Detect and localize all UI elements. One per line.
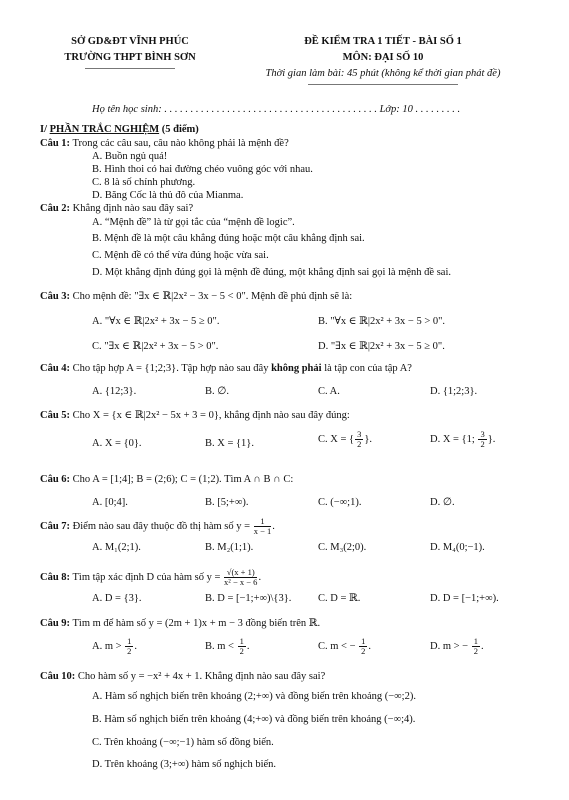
option-9a[interactable]: A. m > $\frac{1}{2}$ .: [92, 636, 138, 656]
question-1: [40, 137, 289, 150]
option-10b[interactable]: B. Hàm số nghịch biến trên khoảng (4;+∞) và đồng biến trên khoảng (−∞;4).: [92, 714, 416, 725]
question-4: [40, 362, 412, 375]
option-10a[interactable]: A. Hàm số nghịch biến trên khoảng (2;+∞) và đồng biến trên khoảng (−∞;2).: [92, 691, 416, 702]
question-text: Cho tập hợp A = {1;2;3}. Tập hợp nào sau đây: [70, 363, 272, 374]
exam-subject: MÔN: ĐẠI SỐ 10: [342, 52, 424, 63]
math-text: X = {1;: [442, 433, 478, 445]
option-letter: D.: [430, 433, 441, 445]
question-label: Câu 10:: [40, 671, 76, 682]
option-7b[interactable]: B. M₂(1;1).: [205, 542, 254, 553]
math-text: y =: [206, 571, 224, 583]
fraction: $\frac{1}{2}$: [239, 636, 244, 656]
math-text: .: [272, 520, 275, 532]
option-6b[interactable]: B. [5;+∞).: [205, 497, 249, 508]
question-label: Câu 5:: [40, 410, 71, 421]
option-6c[interactable]: C. (−∞;1).: [318, 497, 362, 508]
question-label: Câu 4:: [40, 363, 71, 374]
question-emphasis: không phải: [271, 363, 322, 374]
question-label: Câu 2:: [40, 203, 71, 214]
option-4d[interactable]: D. {1;2;3}.: [430, 386, 478, 397]
fraction: $\frac{1}{2}$: [127, 636, 132, 656]
option-2a[interactable]: A. “Mệnh đề” là từ gọi tắc của “mệnh đề logic”.: [92, 217, 295, 228]
option-5a[interactable]: A. X = {0}.: [92, 438, 142, 449]
fraction: $\frac{√(x + 1)}{\text{x² − x − 6}}$: [224, 567, 258, 587]
question-text: Điểm nào sau đây thuộc đồ thị hàm số: [70, 520, 234, 532]
school-department: SỞ GD&ĐT VĨNH PHÚC: [71, 36, 189, 47]
question-label: Câu 3:: [40, 291, 71, 302]
question-text: Khẳng định nào sau đây sai?: [70, 203, 194, 214]
question-text: Cho mệnh đề: "∃x ∈ ℝ|2x² − 3x − 5 < 0". Mệnh đề phủ định sẽ là:: [70, 291, 353, 302]
option-5b[interactable]: B. X = {1}.: [205, 438, 254, 449]
header-rule-right: [308, 84, 458, 85]
option-6d[interactable]: D. ∅.: [430, 497, 455, 508]
question-7: [40, 517, 275, 536]
option-8d[interactable]: D. D = [−1;+∞).: [430, 593, 499, 604]
question-text: Trong các câu sau, câu nào không phải là mệnh đề?: [70, 138, 289, 149]
student-info-line: Họ tên học sinh: . . . . . . . . . . . . . . . . . . . . . . . . . . . . . . . . . . . . . . . . . Lớp: 10 . . . . . . . . .: [92, 104, 461, 115]
option-3d[interactable]: D. "∃x ∈ ℝ|2x² + 3x − 5 ≥ 0".: [318, 341, 445, 352]
option-8a[interactable]: A. D = {3}.: [92, 593, 142, 604]
question-text: Cho X = {x ∈ ℝ|2x² − 5x + 3 = 0}, khẳng định nào sau đây đúng:: [70, 410, 350, 421]
section-points: (5 điểm): [159, 124, 199, 135]
question-6: [40, 473, 293, 486]
school-name: TRƯỜNG THPT BÌNH SƠN: [64, 52, 196, 63]
option-6a[interactable]: A. [0;4].: [92, 497, 128, 508]
question-text: Tìm tập xác định D của hàm số: [70, 571, 204, 583]
math-brace: {: [349, 433, 355, 445]
option-3a[interactable]: A. "∀x ∈ ℝ|2x² + 3x − 5 ≥ 0".: [92, 316, 220, 327]
fraction: $\frac{1}{2}$: [361, 636, 366, 656]
exam-duration: Thời gian làm bài: 45 phút (không kể thời gian phát đề): [265, 68, 501, 79]
option-3c[interactable]: C. "∃x ∈ ℝ|2x² + 3x − 5 > 0".: [92, 341, 219, 352]
option-9b[interactable]: B. m < $\frac{1}{2}$ .: [205, 636, 250, 656]
school-header: [40, 34, 220, 69]
option-4c[interactable]: C. A.: [318, 386, 340, 397]
option-8c[interactable]: C. D = ℝ.: [318, 593, 361, 604]
section-name: PHẦN TRẮC NGHIỆM: [49, 124, 160, 135]
math-brace: }.: [364, 433, 372, 445]
question-label: Câu 6:: [40, 474, 71, 485]
section-prefix: I/: [40, 124, 50, 135]
option-2c[interactable]: C. Mệnh đề có thể vừa đúng hoặc vừa sai.: [92, 250, 269, 261]
question-2: [40, 202, 193, 215]
fraction: $\frac{3}{2}$: [480, 429, 485, 449]
exam-header: [228, 34, 538, 85]
option-8b[interactable]: B. D = [−1;+∞)\{3}.: [205, 593, 292, 604]
math-text: y =: [236, 520, 253, 532]
option-7a[interactable]: A. M₁(2;1).: [92, 542, 141, 553]
option-10d[interactable]: D. Trên khoảng (3;+∞) hàm số nghịch biến.: [92, 759, 277, 770]
question-text: Tìm m để hàm số y = (2m + 1)x + m − 3 đồng biến trên ℝ.: [70, 618, 321, 629]
question-3: [40, 290, 352, 303]
option-letter: C.: [318, 433, 328, 445]
option-3b[interactable]: B. "∀x ∈ ℝ|2x² + 3x − 5 > 0".: [318, 316, 446, 327]
question-label: Câu 1:: [40, 138, 71, 149]
question-8: [40, 568, 261, 587]
question-text: Cho hàm số y = −x² + 4x + 1. Khẳng định nào sau đây sai?: [75, 671, 326, 682]
question-10: [40, 670, 325, 683]
question-text: Cho A = [1;4]; B = (2;6); C = (1;2). Tìm A ∩ B ∩ C:: [70, 474, 294, 485]
math-brace: }.: [487, 433, 496, 445]
question-text-end: là tập con của tập A?: [321, 363, 412, 374]
fraction: $\frac{1}{2}$: [473, 636, 478, 656]
fraction: $\frac{1}{x - 1}$: [253, 516, 272, 536]
option-4b[interactable]: B. ∅.: [205, 386, 230, 397]
question-5: [40, 409, 350, 422]
exam-title: ĐỀ KIỂM TRA 1 TIẾT - BÀI SỐ 1: [304, 36, 462, 47]
math-text: .: [258, 571, 262, 583]
header-rule-left: [85, 68, 175, 69]
math-text: X =: [330, 433, 350, 445]
option-2d[interactable]: D. Một khẳng định đúng gọi là mệnh đề đúng, một khẳng định sai gọi là mệnh đề sai.: [92, 267, 451, 278]
fraction: $\frac{3}{2}$: [357, 429, 362, 449]
option-7d[interactable]: D. M₄(0;−1).: [430, 542, 485, 553]
option-1c[interactable]: C. 8 là số chính phương.: [92, 177, 196, 188]
option-7c[interactable]: C. M₃(2;0).: [318, 542, 367, 553]
option-5d[interactable]: [430, 430, 495, 449]
option-9c[interactable]: C. m < − $\frac{1}{2}$ .: [318, 636, 372, 656]
option-9d[interactable]: D. m > − $\frac{1}{2}$ .: [430, 636, 484, 656]
option-1d[interactable]: D. Băng Cốc là thủ đô của Mianma.: [92, 190, 244, 201]
option-10c[interactable]: C. Trên khoảng (−∞;−1) hàm số đồng biến.: [92, 737, 274, 748]
option-4a[interactable]: A. {12;3}.: [92, 386, 137, 397]
option-5c[interactable]: [318, 430, 372, 449]
question-label: Câu 8:: [40, 571, 71, 583]
option-2b[interactable]: B. Mệnh đề là một câu khẳng đúng hoặc một câu khẳng định sai.: [92, 233, 365, 244]
option-1b[interactable]: B. Hình thoi có hai đường chéo vuông góc với nhau.: [92, 164, 313, 175]
section-title: [40, 123, 199, 136]
question-label: Câu 9:: [40, 618, 71, 629]
question-label: Câu 7:: [40, 520, 71, 532]
option-1a[interactable]: A. Buồn ngủ quá!: [92, 151, 168, 162]
question-9: [40, 617, 320, 630]
